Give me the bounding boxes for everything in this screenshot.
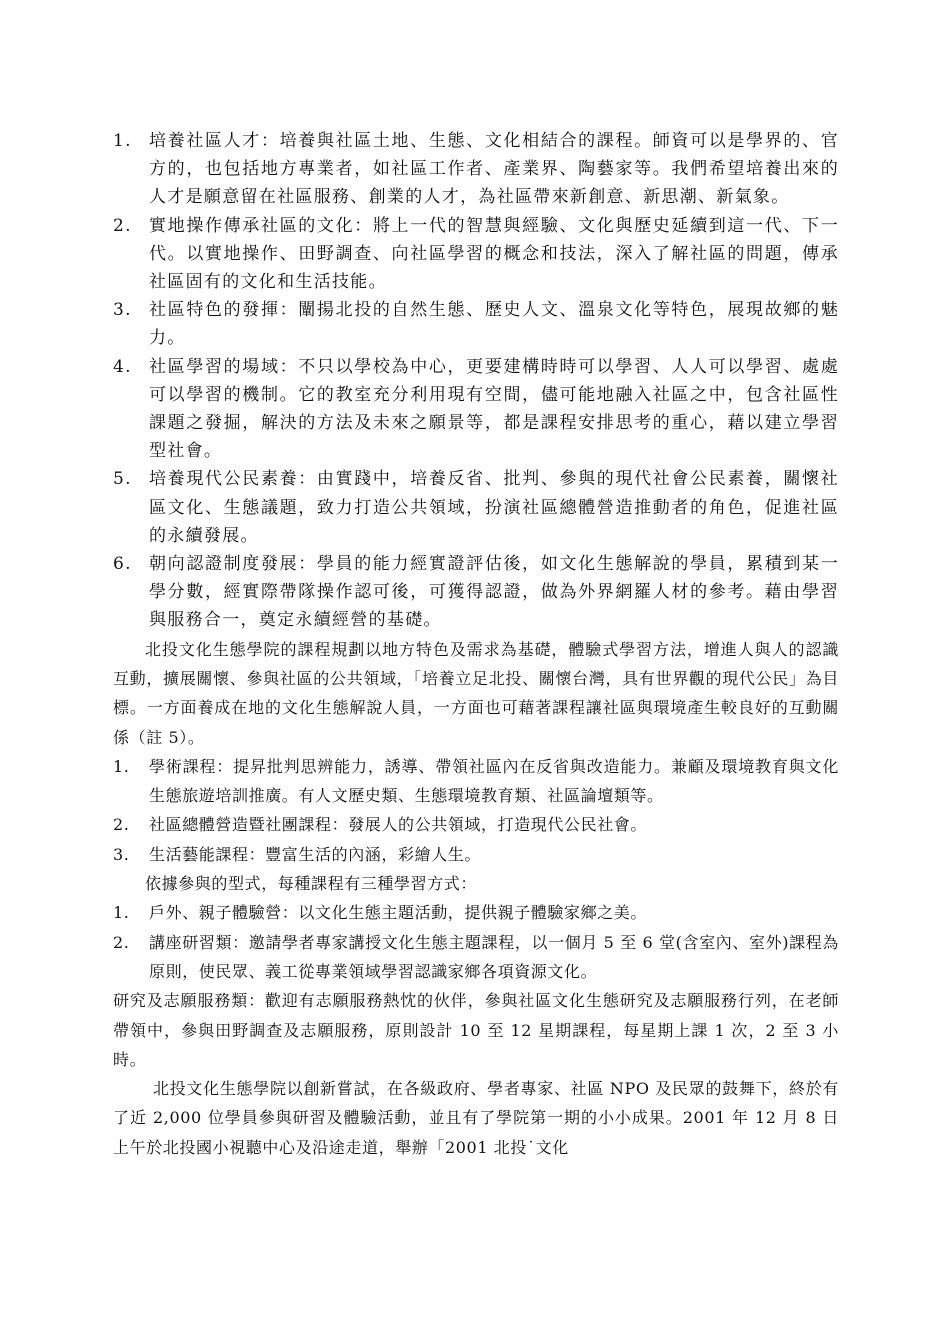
list-item xyxy=(113,898,839,927)
paragraph-research-volunteer: 研究及志願服務類：歡迎有志願服務熱忱的伙伴，參與社區文化生態研究及志願服務行列，在老師帶領中，參與田野調查及志願服務，原則設計 10 至 12 星期課程，每星期上課 1 次，2 至 3 小時。 xyxy=(113,991,839,1069)
item-number: 3. xyxy=(113,844,130,864)
item-number: 1. xyxy=(113,903,130,923)
list-item xyxy=(113,127,839,212)
item-text: 實地操作傳承社區的文化：將上一代的智慧與經驗、文化與歷史延續到這一代、下一代。以實地操作、田野調查、向社區學習的概念和技法，深入了解社區的問題，傳承社區固有的文化和生活技能。 xyxy=(149,215,839,293)
list-item xyxy=(113,353,839,466)
paragraph-curriculum: 北投文化生態學院的課程規劃以地方特色及需求為基礎，體驗式學習方法，增進人與人的認識互動，擴展關懷、參與社區的公共領域，「培養立足北投、關懷台灣，具有世界觀的現代公民」為目標。一方面養成在地的文化生態解說人員，一方面也可藉著課程讓社區與環境產生較良好的互動關係（註 5）。 xyxy=(113,639,839,747)
list-item xyxy=(113,296,839,352)
paragraph-achievements: 北投文化生態學院以創新嘗試，在各級政府、學者專家、社區 NPO 及民眾的鼓舞下，終於有了近 2,000 位學員參與研習及體驗活動，並且有了學院第一期的小小成果。2001 年 12 月 8 日上午於北投國小視聽中心及沿途走道，舉辦「2001 北投˙文化 xyxy=(113,1079,839,1157)
item-text: 朝向認證制度發展：學員的能力經實證評估後，如文化生態解說的學員，累積到某一學分數，經實際帶隊操作認可後，可獲得認證，做為外界網羅人材的參考。藉由學習與服務合一，奠定永續經營的基礎。 xyxy=(149,554,839,631)
item-number: 2. xyxy=(113,932,130,952)
list-item xyxy=(113,752,839,811)
item-number: 4. xyxy=(113,356,132,377)
list-item xyxy=(113,465,839,550)
item-text: 培養現代公民素養：由實踐中，培養反省、批判、參與的現代社會公民素養，關懷社區文化、生態議題，致力打造公共領域，扮演社區總體營造推動者的角色，促進社區的永續發展。 xyxy=(149,469,839,546)
item-text: 社區特色的發揮：闡揚北投的自然生態、歷史人文、溫泉文化等特色，展現故鄉的魅力。 xyxy=(149,300,839,349)
document-body xyxy=(113,127,839,1162)
paragraph-learning-modes: 依據參與的型式，每種課程有三種學習方式： xyxy=(145,874,478,894)
item-text: 培養社區人才：培養與社區土地、生態、文化相結合的課程。師資可以是學界的、官方的，也包括地方專業者，如社區工作者、產業界、陶藝家等。我們希望培養出來的人才是願意留在社區服務、創業的人才，為社區帶來新創意、新思潮、新氣象。 xyxy=(149,131,839,208)
goals-list xyxy=(113,127,839,635)
item-text: 生活藝能課程：豐富生活的內涵，彩繪人生。 xyxy=(149,844,482,864)
list-item xyxy=(113,550,839,635)
list-item xyxy=(113,840,839,869)
course-types-list xyxy=(113,752,839,869)
item-text: 社區學習的場域：不只以學校為中心，更要建構時時可以學習、人人可以學習、處處可以學習的機制。它的教室充分利用現有空間，儘可能地融入社區之中，包含社區性課題之發掘，解決的方法及未來之願景等，都是課程安排思考的重心，藉以建立學習型社會。 xyxy=(149,356,839,462)
item-number: 3. xyxy=(113,300,132,321)
item-number: 1. xyxy=(113,756,130,776)
list-item xyxy=(113,810,839,839)
item-text: 講座研習類：邀請學者專家講授文化生態主題課程，以一個月 5 至 6 堂(含室內、室外)課程為原則，使民眾、義工從專業領域學習認識家鄉各項資源文化。 xyxy=(149,932,839,981)
item-number: 1. xyxy=(113,131,132,151)
list-item xyxy=(113,928,839,987)
item-number: 2. xyxy=(113,215,132,236)
item-text: 戶外、親子體驗營：以文化生態主題活動，提供親子體驗家鄉之美。 xyxy=(149,903,648,923)
item-number: 2. xyxy=(113,815,130,835)
learning-modes-list xyxy=(113,898,839,986)
item-text: 學術課程：提昇批判思辨能力，誘導、帶領社區內在反省與改造能力。兼顧及環境教育與文化生態旅遊培訓推廣。有人文歷史類、生態環境教育類、社區論壇類等。 xyxy=(149,756,839,806)
item-text: 社區總體營造暨社團課程：發展人的公共領域，打造現代公民社會。 xyxy=(149,815,648,835)
item-number: 6. xyxy=(113,554,132,575)
list-item xyxy=(113,212,839,297)
item-number: 5. xyxy=(113,469,132,490)
